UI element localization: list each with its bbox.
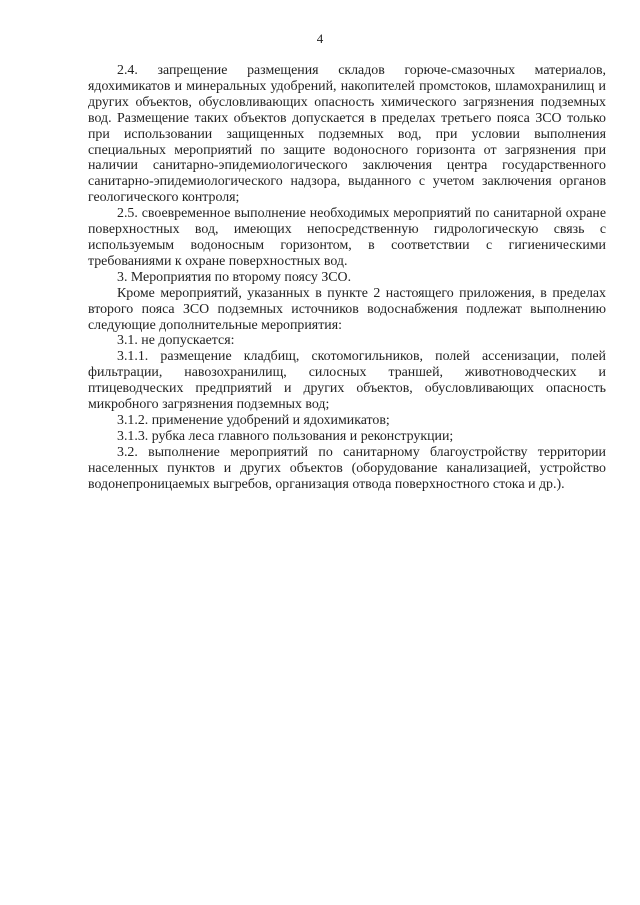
- paragraph-3-1-3: 3.1.3. рубка леса главного пользования и реконструкции;: [117, 428, 454, 444]
- paragraph-3-2: 3.2. выполнение мероприятий по санитарному благоустройству территории населенных пунктов и других объектов (оборудование канализацией, устройство водонепроницаемых выгребов, организация отвода поверхностного стока и др.).: [88, 444, 606, 492]
- document-body: [88, 63, 606, 492]
- paragraph-3-intro: Кроме мероприятий, указанных в пункте 2 настоящего приложения, в пределах второго пояса ЗСО подземных источников водоснабжения подлежат выполнению следующие дополнительные мероприятия:: [88, 285, 606, 333]
- paragraph-2-4: 2.4. запрещение размещения складов горюче-смазочных материалов, ядохимикатов и минеральных удобрений, накопителей промстоков, шламохранилищ и других объектов, обусловливающих опасность химического загрязнения подземных вод. Размещение таких объектов допускается в пределах третьего пояса ЗСО только при использовании защищенных подземных вод, при условии выполнения специальных мероприятий по защите водоносного горизонта от загрязнения при наличии санитарно-эпидемиологического заключения центра государственного санитарно-эпидемиологического надзора, выданного с учетом заключения органов геологического контроля;: [88, 63, 606, 206]
- paragraph-3-1-1: 3.1.1. размещение кладбищ, скотомогильников, полей ассенизации, полей фильтрации, навозохранилищ, силосных траншей, животноводческих и птицеводческих предприятий и других объектов, обусловливающих опасность микробного загрязнения подземных вод;: [88, 349, 606, 413]
- paragraph-3-1: 3.1. не допускается:: [117, 333, 235, 349]
- page-number: 4: [316, 31, 324, 46]
- paragraph-2-5: 2.5. своевременное выполнение необходимых мероприятий по санитарной охране поверхностных вод, имеющих непосредственную гидрологическую связь с используемым водоносным горизонтом, в соответствии с гигиеническими требованиями к охране поверхностных вод.: [88, 206, 606, 269]
- paragraph-3-1-2: 3.1.2. применение удобрений и ядохимикатов;: [117, 412, 390, 428]
- section-3-heading: 3. Мероприятия по второму поясу ЗСО.: [117, 269, 352, 285]
